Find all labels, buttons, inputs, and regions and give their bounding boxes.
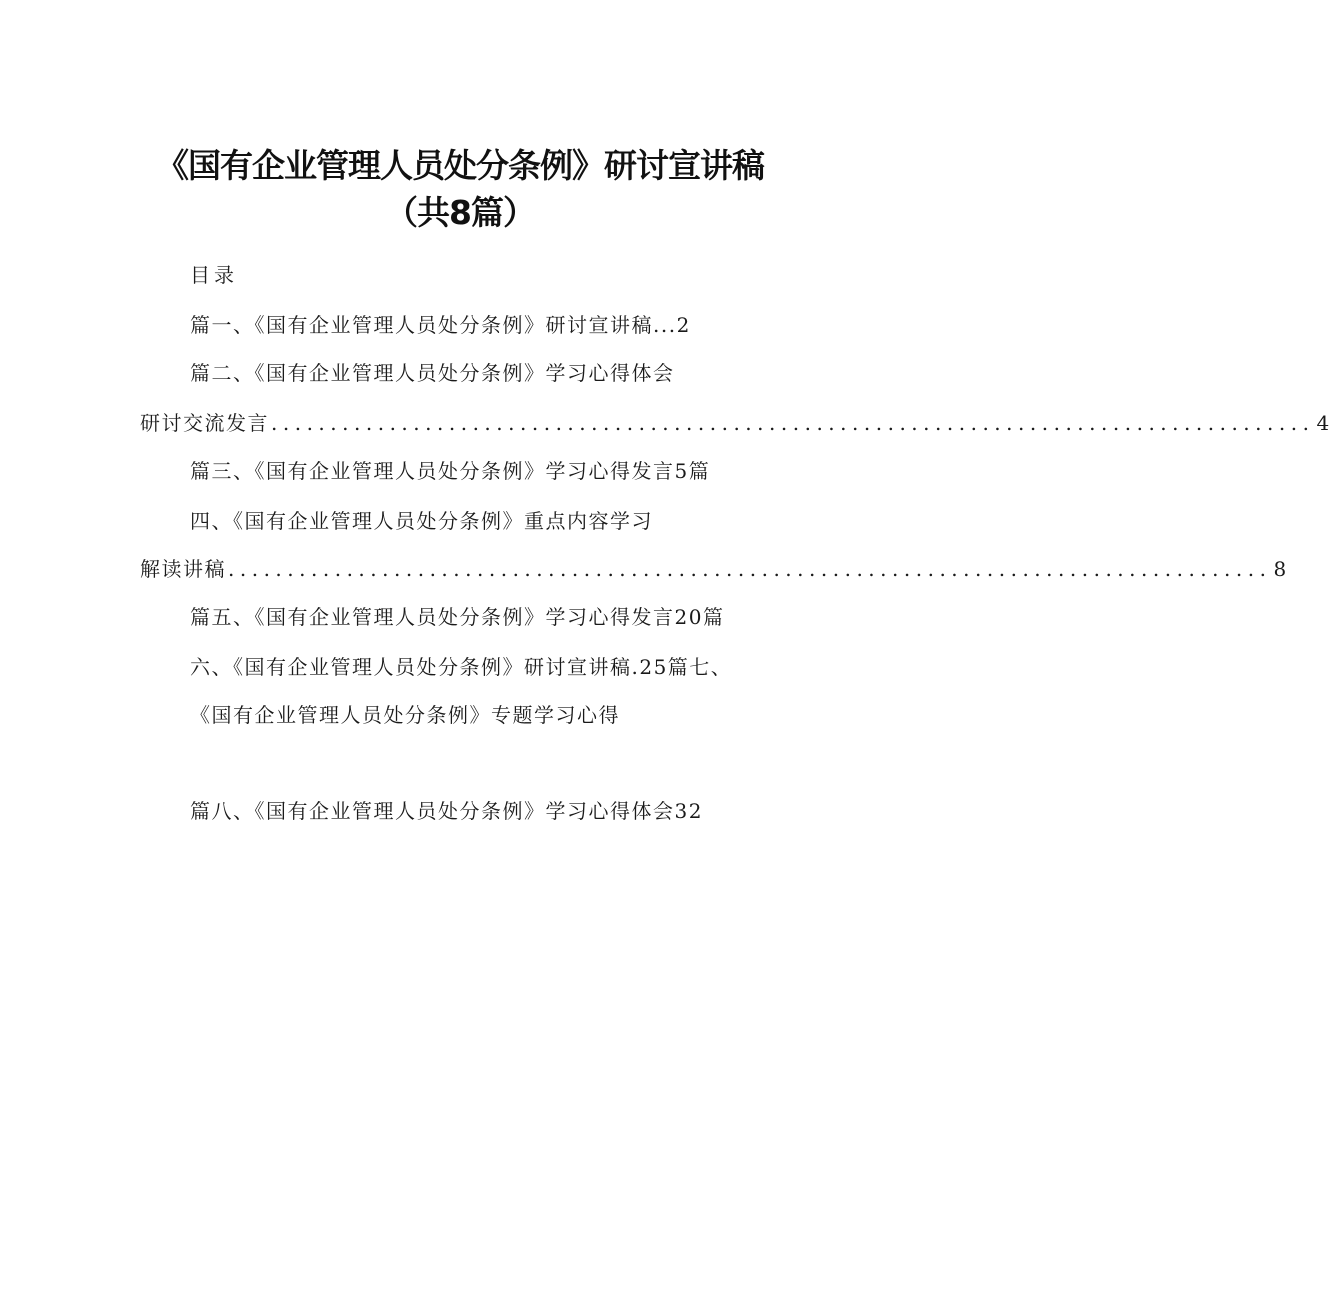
document-title: 《国有企业管理人员处分条例》研讨宣讲稿 xyxy=(156,146,764,185)
toc-entry-1[interactable]: 篇一、《国有企业管理人员处分条例》研讨宣讲稿...2 xyxy=(190,313,691,337)
toc-entry-4[interactable]: 四、《国有企业管理人员处分条例》重点内容学习 xyxy=(190,509,653,533)
toc-entry-4-page-number: 8 xyxy=(1273,557,1287,581)
toc-entry-4-continuation[interactable] xyxy=(140,556,1287,582)
dot-leader: ........................................................................................ xyxy=(271,411,1315,435)
toc-entry-6[interactable]: 六、《国有企业管理人员处分条例》研讨宣讲稿.25篇七、 xyxy=(190,655,733,679)
document-subtitle-count: （共8篇） xyxy=(385,193,535,232)
toc-entry-2-continuation[interactable] xyxy=(140,410,1329,436)
toc-heading: 目录 xyxy=(190,263,238,287)
toc-entry-2[interactable]: 篇二、《国有企业管理人员处分条例》学习心得体会 xyxy=(190,361,675,385)
toc-entry-5[interactable]: 篇五、《国有企业管理人员处分条例》学习心得发言20篇 xyxy=(190,605,725,629)
toc-entry-2-page-number: 4 xyxy=(1316,411,1329,435)
toc-entry-8[interactable]: 篇八、《国有企业管理人员处分条例》学习心得体会32 xyxy=(190,799,703,823)
toc-entry-7[interactable]: 《国有企业管理人员处分条例》专题学习心得 xyxy=(190,703,620,727)
toc-entry-3[interactable]: 篇三、《国有企业管理人员处分条例》学习心得发言5篇 xyxy=(190,459,711,483)
toc-entry-2-continuation-text: 研讨交流发言 xyxy=(140,411,269,435)
dot-leader: ........................................................................................ xyxy=(228,557,1272,581)
toc-entry-4-continuation-text: 解读讲稿 xyxy=(140,557,226,581)
